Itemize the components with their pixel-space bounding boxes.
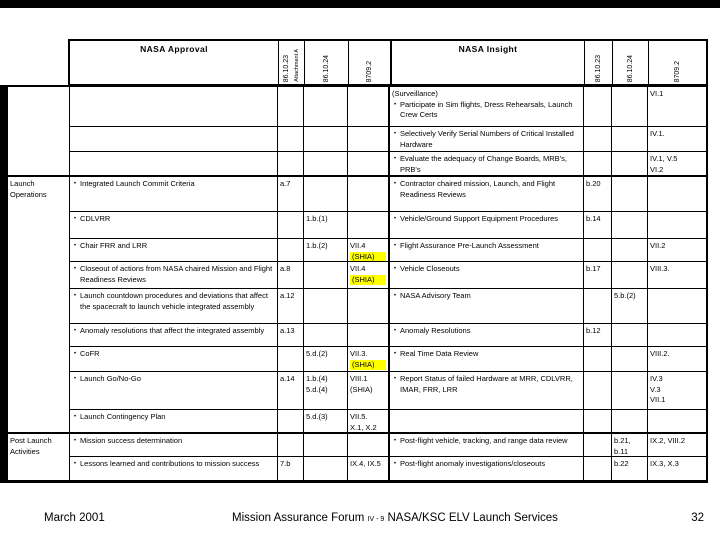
table-cell [304, 347, 348, 372]
bullet-text: Anomaly Resolutions [400, 326, 471, 335]
table-cell [648, 152, 706, 177]
cell-text [350, 275, 386, 286]
bullet-icon: • [73, 376, 77, 382]
empty-cell [304, 324, 348, 347]
empty-cell [612, 239, 648, 262]
cell-text: IV.3 [650, 374, 663, 383]
cell-text [350, 252, 386, 263]
bullet-item [72, 412, 275, 423]
table-cell [648, 434, 706, 457]
empty-cell [612, 324, 648, 347]
bullet-item [72, 326, 275, 337]
empty-cell [612, 410, 648, 434]
empty-cell [612, 177, 648, 212]
cell-text: b.11 [614, 446, 629, 456]
col-header-sublabel: Attachment A [293, 49, 300, 82]
empty-cell [278, 87, 304, 127]
bullet-text: Post-flight anomaly investigations/closeouts [400, 459, 546, 468]
cell-text [350, 360, 386, 371]
table-cell [70, 347, 278, 372]
table-cell [648, 457, 706, 480]
empty-cell [612, 372, 648, 410]
bullet-item [72, 291, 275, 312]
table-cell [584, 262, 612, 289]
bullet-text: Report Status of failed Hardware at MRR, CDLVRR, IMAR, FRR, LRR [400, 374, 573, 394]
table-cell [348, 347, 390, 372]
empty-cell [348, 324, 390, 347]
empty-cell [278, 410, 304, 434]
empty-cell [348, 87, 390, 127]
bullet-icon: • [73, 266, 77, 272]
bullet-icon: • [393, 438, 397, 444]
cell-text: VI.2 [650, 164, 664, 174]
table-cell [278, 289, 304, 324]
empty-cell [278, 239, 304, 262]
bullet-icon: • [393, 131, 397, 137]
bullet-item [392, 179, 581, 200]
table-cell [70, 457, 278, 480]
bullet-item [72, 214, 275, 225]
col-header-label: 8709.2 [674, 60, 681, 82]
empty-cell [278, 347, 304, 372]
bullet-icon: • [393, 376, 397, 382]
empty-cell [278, 434, 304, 457]
bullet-text: Participate in Sim flights, Dress Rehearsals, Launch Crew Certs [400, 99, 573, 119]
empty-cell [612, 152, 648, 177]
empty-cell [612, 347, 648, 372]
empty-cell [304, 262, 348, 289]
bullet-icon: • [73, 461, 77, 467]
cell-text: 1.b.(2) [306, 241, 328, 250]
rowgroup-launch-operations [8, 177, 70, 434]
bullet-text: NASA Advisory Team [400, 291, 471, 300]
bullet-icon: • [393, 266, 397, 272]
table-cell [648, 239, 706, 262]
cell-text: 1.b.(4) [306, 374, 328, 383]
col-header-86-10-23-attachment-a [278, 41, 304, 84]
empty-cell [648, 177, 706, 212]
bullet-text: Closeout of actions from NASA chaired Mission and Flight Readiness Reviews [80, 264, 273, 284]
table-cell [390, 372, 584, 410]
table-cell [390, 324, 584, 347]
empty-cell [348, 434, 390, 457]
bullet-icon: • [393, 156, 397, 162]
bullet-item [392, 291, 581, 302]
table-cell [348, 239, 390, 262]
table-cell [70, 372, 278, 410]
bullet-text: Launch countdown procedures and deviations that affect the spacecraft to launch vehicle integrated assembly [80, 291, 268, 311]
empty-cell [348, 212, 390, 239]
cell-text: 5.b.(2) [614, 291, 636, 300]
empty-cell [584, 289, 612, 324]
bullet-item [392, 459, 581, 470]
table-cell [278, 372, 304, 410]
table-cell [648, 87, 706, 127]
bullet-item [392, 214, 581, 225]
empty-cell [612, 262, 648, 289]
table-cell [348, 262, 390, 289]
table-cell [648, 347, 706, 372]
cell-text: a.14 [280, 374, 295, 383]
nasa-approval-header: NASA Approval [140, 44, 208, 54]
cell-text: X.1, X.2 [350, 422, 377, 432]
empty-cell [584, 239, 612, 262]
cell-text: b.20 [586, 179, 601, 188]
empty-cell [70, 152, 278, 177]
table-cell [304, 212, 348, 239]
table-cell [584, 177, 612, 212]
table-cell [70, 212, 278, 239]
bullet-text: CDLVRR [80, 214, 111, 223]
table-cell [390, 262, 584, 289]
empty-cell [304, 177, 348, 212]
table-cell [70, 289, 278, 324]
cell-text: b.14 [586, 214, 601, 223]
cell-text: (Surveillance) [392, 89, 438, 98]
empty-cell [648, 212, 706, 239]
cell-text: 1.b.(1) [306, 214, 328, 223]
bullet-text: Post-flight vehicle, tracking, and range data review [400, 436, 568, 445]
empty-cell [304, 87, 348, 127]
bullet-text: Selectively Verify Serial Numbers of Critical Installed Hardware [400, 129, 574, 149]
bullet-item [392, 349, 581, 360]
table-cell [612, 457, 648, 480]
empty-cell [390, 410, 584, 434]
bullet-item [72, 241, 275, 252]
cell-text: IX.2, VIII.2 [650, 436, 686, 445]
rowgroup-blank [8, 87, 70, 177]
bullet-item [72, 459, 275, 470]
table-cell [278, 457, 304, 480]
cell-text: 7.b [280, 459, 291, 468]
page-placeholder: IV - 9 [367, 516, 385, 523]
col-header-86-10-24 [304, 41, 348, 84]
empty-cell [304, 127, 348, 152]
table-cell [584, 212, 612, 239]
empty-cell [304, 152, 348, 177]
body-grid [0, 85, 708, 483]
footer-title [70, 512, 720, 524]
bullet-icon: • [393, 181, 397, 187]
rowgroup-post-launch-activities [8, 434, 70, 480]
table-cell [390, 434, 584, 457]
bullet-text: Anomaly resolutions that affect the integrated assembly [80, 326, 265, 335]
top-border-bar [0, 0, 720, 8]
page-number: 32 [691, 512, 704, 524]
bullet-text: Flight Assurance Pre-Launch Assessment [400, 241, 539, 250]
table-cell [390, 212, 584, 239]
bullet-icon: • [73, 293, 77, 299]
empty-cell [278, 152, 304, 177]
empty-cell [70, 127, 278, 152]
col-header-insight-86-10-24 [612, 41, 648, 84]
table-cell [278, 324, 304, 347]
table-cell [390, 347, 584, 372]
table-cell [648, 262, 706, 289]
cell-text: a.13 [280, 326, 295, 335]
insight-surveillance-cell [390, 87, 584, 127]
empty-cell [584, 347, 612, 372]
cell-text: a.8 [280, 264, 291, 273]
empty-cell [584, 87, 612, 127]
bullet-item [392, 154, 581, 175]
bullet-item [392, 100, 581, 121]
bullet-icon: • [393, 293, 397, 299]
col-header-label: 86.10.23 [282, 54, 290, 82]
cell-text: Launch Operations [10, 179, 47, 199]
cell-text: VII.1 [650, 395, 666, 404]
table-cell [612, 289, 648, 324]
empty-cell [584, 372, 612, 410]
bullet-text: Lessons learned and contributions to mission success [80, 459, 260, 468]
bullet-text: Evaluate the adequacy of Change Boards, MRB's, PRB's [400, 154, 567, 174]
bullet-icon: • [393, 101, 397, 108]
bullet-icon: • [393, 243, 397, 249]
cell-text: IX.3, X.3 [650, 459, 679, 468]
empty-cell [304, 457, 348, 480]
empty-cell [348, 152, 390, 177]
cell-text: (SHIA) [350, 384, 373, 394]
bullet-text: Contractor chaired mission, Launch, and Flight Readiness Reviews [400, 179, 556, 199]
bullet-text: Real Time Data Review [400, 349, 479, 358]
col-header-label: 8709.2 [366, 60, 373, 82]
table-cell [648, 127, 706, 152]
bullet-item [72, 374, 275, 385]
bullet-icon: • [393, 461, 397, 467]
cell-text: VIII.1 [350, 374, 368, 383]
bullet-item [392, 326, 581, 337]
table-cell [390, 177, 584, 212]
cell-text: VI.1 [650, 89, 664, 98]
cell-text: VIII.3. [650, 264, 670, 273]
empty-cell [304, 289, 348, 324]
empty-cell [304, 434, 348, 457]
empty-cell [348, 177, 390, 212]
cell-text: b.22 [614, 459, 629, 468]
cell-text: VII.3. [350, 349, 368, 358]
shia-highlight: (SHIA) [352, 359, 375, 369]
col-header-label: 86.10.23 [595, 54, 602, 82]
col-header-label: 86.10.24 [323, 54, 330, 82]
footer-title-left: Mission Assurance Forum [232, 512, 365, 524]
col-header-8709-2 [348, 41, 390, 84]
empty-cell [612, 127, 648, 152]
table-cell [278, 177, 304, 212]
bullet-text: CoFR [80, 349, 100, 358]
cell-text: VII.4 [350, 264, 366, 273]
empty-cell [348, 289, 390, 324]
bullet-item [72, 264, 275, 285]
footer-title-right: NASA/KSC ELV Launch Services [387, 512, 558, 524]
empty-cell [584, 127, 612, 152]
cell-text: 5.d.(2) [306, 349, 328, 358]
cell-text: IV.1. [650, 129, 665, 138]
empty-cell [584, 434, 612, 457]
bullet-icon: • [73, 243, 77, 249]
cell-text: b.12 [586, 326, 601, 335]
bullet-text: Chair FRR and LRR [80, 241, 148, 250]
cell-text: VII.4 [350, 241, 366, 250]
empty-cell [648, 324, 706, 347]
bullet-icon: • [393, 216, 397, 222]
bullet-item [392, 374, 581, 395]
cell-text: VIII.2. [650, 349, 670, 358]
table-cell [70, 410, 278, 434]
table-cell [390, 127, 584, 152]
table-cell [390, 289, 584, 324]
table-cell [304, 239, 348, 262]
empty-cell [584, 410, 612, 434]
bullet-text: Vehicle Closeouts [400, 264, 460, 273]
table-cell [70, 262, 278, 289]
table-cell [612, 434, 648, 457]
bullet-icon: • [73, 438, 77, 444]
bullet-icon: • [73, 328, 77, 334]
table-cell [390, 239, 584, 262]
shia-highlight: (SHIA) [352, 274, 375, 284]
col-header-label: 86.10.24 [627, 54, 634, 82]
col-header-insight-8709-2 [648, 41, 706, 84]
bullet-text: Vehicle/Ground Support Equipment Procedures [400, 214, 559, 223]
empty-cell [278, 127, 304, 152]
cell-text: IV.1, V.5 [650, 154, 678, 163]
table-cell [584, 324, 612, 347]
table-header [68, 39, 708, 86]
empty-cell [70, 87, 278, 127]
cell-text: IX.4, IX.5 [350, 459, 381, 468]
bullet-item [72, 349, 275, 360]
bullet-icon: • [73, 414, 77, 420]
table-cell [348, 372, 390, 410]
shia-highlight: (SHIA) [352, 251, 375, 261]
cell-text: b.17 [586, 264, 601, 273]
empty-cell [612, 87, 648, 127]
cell-text: 5.d.(4) [306, 384, 328, 394]
empty-cell [648, 289, 706, 324]
table-cell [390, 152, 584, 177]
nasa-insight-header: NASA Insight [390, 41, 584, 84]
cell-text: VII.2 [650, 241, 666, 250]
bullet-text: Launch Contingency Plan [80, 412, 166, 421]
table-cell [348, 457, 390, 480]
cell-text: Post Launch Activities [10, 436, 52, 456]
bullet-icon: • [73, 216, 77, 222]
table-cell [304, 410, 348, 434]
empty-cell [612, 212, 648, 239]
bullet-icon: • [73, 351, 77, 357]
cell-text: VII.5. [350, 412, 368, 421]
cell-text: a.12 [280, 291, 295, 300]
empty-cell [348, 127, 390, 152]
table-cell [648, 372, 706, 410]
bullet-text: Integrated Launch Commit Criteria [80, 179, 195, 188]
col-header-insight-86-10-23 [584, 41, 612, 84]
empty-cell [648, 410, 706, 434]
bullet-text: Mission success determination [80, 436, 183, 445]
bullet-text: Launch Go/No-Go [80, 374, 141, 383]
bullet-item [392, 264, 581, 275]
cell-text: V.3 [650, 384, 661, 394]
bullet-item [392, 129, 581, 150]
bullet-item [72, 436, 275, 447]
bullet-icon: • [73, 181, 77, 187]
table-cell [70, 239, 278, 262]
cell-text: b.21, [614, 436, 631, 445]
table-cell [390, 457, 584, 480]
bullet-item [72, 179, 275, 190]
table-cell [278, 262, 304, 289]
cell-text: 5.d.(3) [306, 412, 328, 421]
cell-text: a.7 [280, 179, 291, 188]
bullet-item [392, 241, 581, 252]
table-cell [70, 434, 278, 457]
empty-cell [584, 457, 612, 480]
bullet-icon: • [393, 328, 397, 334]
table-cell [70, 177, 278, 212]
table-cell [304, 372, 348, 410]
table-cell [70, 324, 278, 347]
footer-date: March 2001 [44, 512, 105, 524]
empty-cell [278, 212, 304, 239]
table-cell [348, 410, 390, 434]
empty-cell [584, 152, 612, 177]
bullet-item [392, 436, 581, 447]
bullet-icon: • [393, 351, 397, 357]
